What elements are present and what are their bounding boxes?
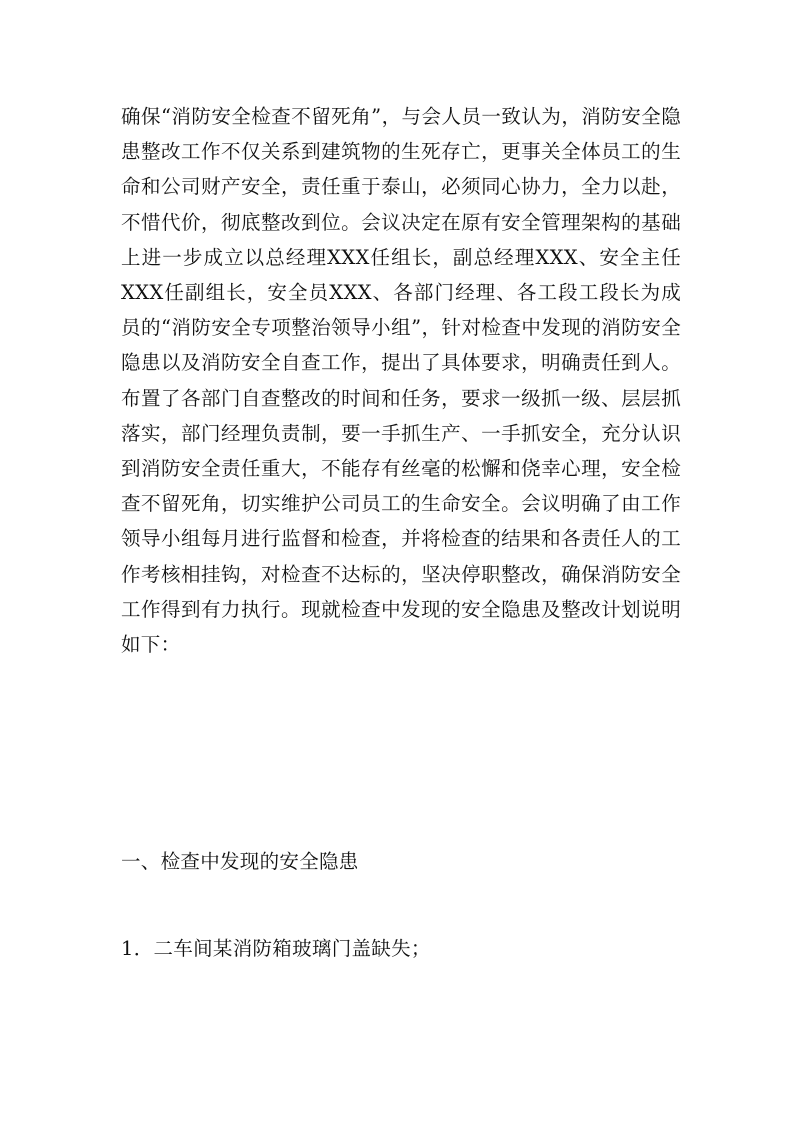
list-item: 1．二车间某消防箱玻璃门盖缺失；	[121, 937, 431, 960]
body-paragraph: 确保“消防安全检查不留死角”，与会人员一致认为，消防安全隐患整改工作不仅关系到建筑物的生死存亡，更事关全体员工的生命和公司财产安全，责任重于泰山，必须同心协力，全力以赴，不惜代价，彻底整改到位。会议决定在原有安全管理架构的基础上进一步成立以总经理XXX任组长，副总经理XXX、安全主任XXX任副组长，安全员XXX、各部门经理、各工段工段长为成员的“消防安全专项整治领导小组”，针对检查中发现的消防安全隐患以及消防安全自查工作，提出了具体要求，明确责任到人。布置了各部门自查整改的时间和任务，要求一级抓一级、层层抓落实，部门经理负责制，要一手抓生产、一手抓安全，充分认识到消防安全责任重大，不能存有丝毫的松懈和侥幸心理，安全检查不留死角，切实维护公司员工的生命安全。会议明确了由工作领导小组每月进行监督和检查，并将检查的结果和各责任人的工作考核相挂钩，对检查不达标的，坚决停职整改，确保消防安全工作得到有力执行。现就检查中发现的安全隐患及整改计划说明如下：	[121, 105, 681, 657]
section-heading: 一、检查中发现的安全隐患	[121, 850, 359, 873]
